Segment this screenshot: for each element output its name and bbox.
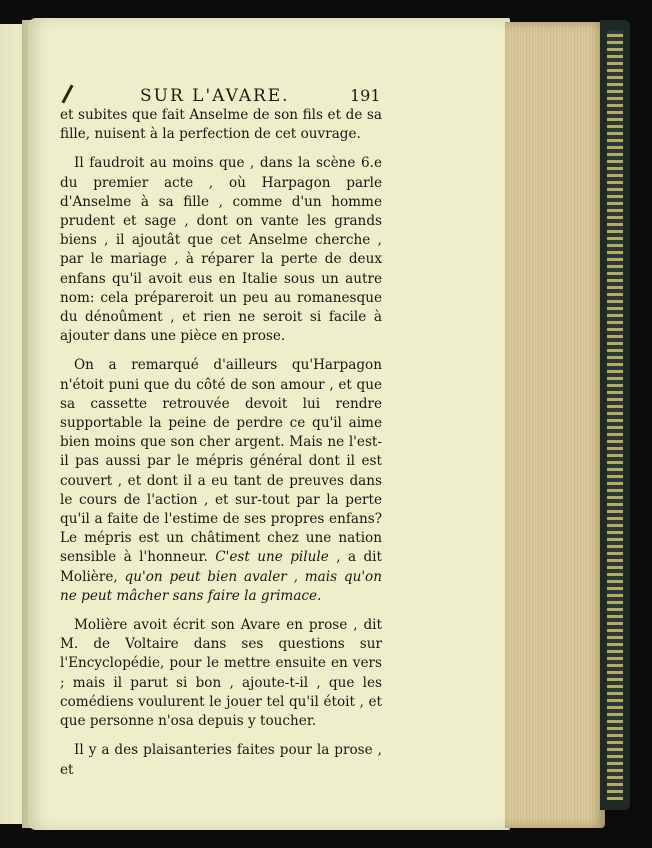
quote-italic: qu'on peut bien avaler , mais qu'on ne peut mâcher sans faire la grimace. xyxy=(60,568,382,604)
quote-italic: C'est une pilule xyxy=(215,549,329,566)
paragraph-text: On a remarqué d'ailleurs qu'Harpagon n'étoit puni que du côté de son amour , et que sa cassette retrouvée devoit lui rendre supportable la peine de perdre ce qu'il aime bien moins que son cher argent. Mais ne l'est-il pas aussi par le mépris général dont il est couvert , et dont il a eu tant de preuves dans le cours de l'action , et sur-tout par la perte qu'il a faite de l'estime de ses propres enfans? Le mépris est un châtiment chez une nation sensible à l'honneur. xyxy=(60,357,382,566)
paragraph: Molière avoit écrit son Avare en prose , dit M. de Voltaire dans ses questions sur l'Encyclopédie, pour le mettre ensuite en vers ; mais il parut si bon , ajoute-t-il , que les comédiens voulurent le jouer tel qu'il étoit , et que personne n'osa depuis y toucher. xyxy=(60,617,382,730)
paragraph: Il faudroit au moins que , dans la scène 6.e du premier acte , où Harpagon parle d'Anselme à sa fille , comme d'un homme prudent et sage , dont on vante les grands biens , il ajoutât que cet Anselme cherche , par le mariage , à réparer la perte de deux enfans qu'il avoit eus en Italie sous un autre nom: cela prépareroit un peu au romanesque du dénoûment , et rien ne seroit si facile à ajouter dans une pièce en prose. xyxy=(60,155,382,345)
paragraph xyxy=(60,356,382,606)
quote-connector: , a dit Molière, xyxy=(60,549,382,585)
page-edges xyxy=(505,22,605,828)
running-title: SUR L'AVARE. xyxy=(140,86,290,106)
cover-ornament xyxy=(607,30,623,800)
body-text xyxy=(60,106,382,790)
page-number: 191 xyxy=(350,86,381,105)
paragraph: Il y a des plaisanteries faites pour la prose , et xyxy=(60,742,382,778)
paragraph: et subites que fait Anselme de son fils et de sa fille, nuisent à la perfection de cet ouvrage. xyxy=(60,107,382,143)
